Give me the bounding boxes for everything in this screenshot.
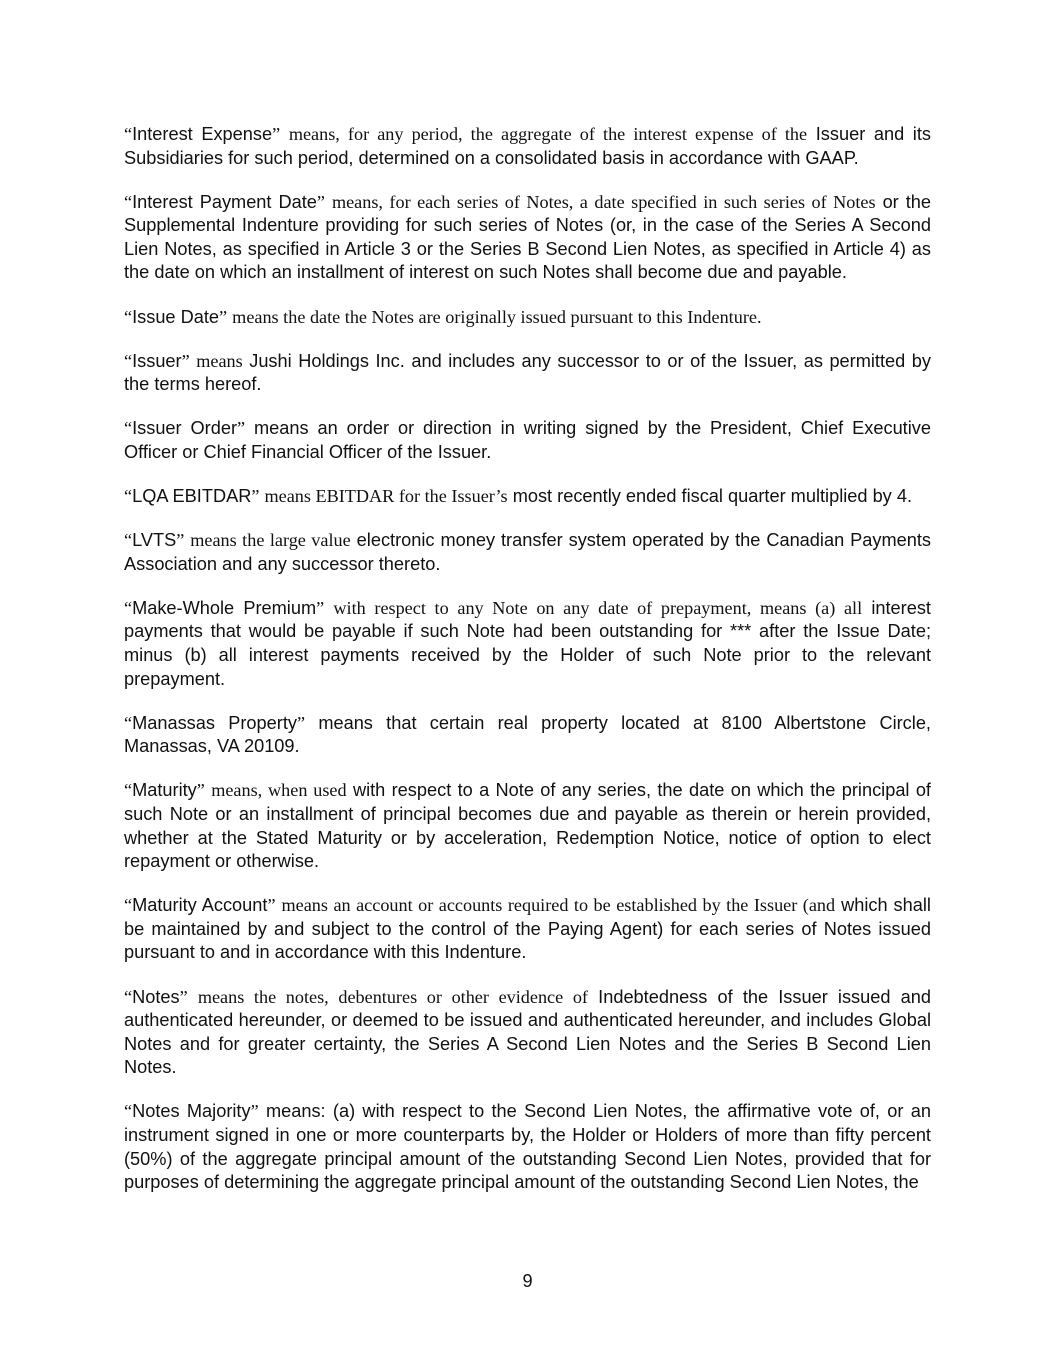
definition-text: with respect to a Note of any series, the date on which the principal of such Note or an installment of principal becomes due and payable as therein or herein provided, whether at the Stated Maturity or by acceleration, Redemption Notice, notice of option to elect repayment or otherwise. (124, 780, 931, 872)
defined-term: Interest Expense (132, 124, 273, 144)
open-quote: “ (124, 986, 133, 1007)
definition-text: Issuer and its Subsidiaries for such period, determined on a consolidated basis in accordance with GAAP. (124, 124, 931, 168)
close-quote: ” (219, 306, 228, 327)
definition-text: electronic money transfer system operated by the Canadian Payments Association and any successor thereto. (124, 530, 932, 574)
open-quote: “ (124, 191, 133, 212)
open-quote: “ (124, 418, 133, 439)
open-quote: “ (124, 486, 133, 507)
close-quote: ” (250, 1101, 259, 1122)
definition-text: means an order or direction in writing signed by the President, Chief Executive Officer or Chief Financial Officer of the Issuer. (124, 418, 931, 462)
definition-text: which shall be maintained by and subject to the control of the Paying Agent) for each series of Notes issued pursuant to and in accordance with this Indenture. (124, 895, 931, 963)
defined-term: Issuer (132, 350, 182, 371)
definition-maturity (124, 779, 931, 873)
definition-notes-majority (124, 1100, 931, 1194)
defined-term: Maturity (132, 780, 197, 801)
defined-term: LVTS (132, 530, 177, 551)
defined-term: Manassas Property (132, 712, 297, 733)
definition-lead: means, for any period, the aggregate of the interest expense of the (288, 124, 808, 144)
close-quote: ” (316, 597, 325, 618)
close-quote: ” (176, 530, 185, 551)
definition-lead: means the date the Notes are originally issued pursuant to this Indenture. (232, 306, 762, 327)
close-quote: ” (237, 418, 246, 439)
definition-lvts (124, 529, 931, 576)
definition-issue-date (124, 306, 931, 330)
defined-term: Interest Payment Date (132, 191, 317, 212)
definition-text: Jushi Holdings Inc. and includes any successor to or of the Issuer, as permitted by the terms hereof. (124, 350, 931, 395)
definition-lead: means, for each series of Notes, a date specified in such series of Notes (331, 191, 876, 212)
definition-manassas-property (124, 712, 931, 759)
defined-term: LQA EBITDAR (132, 486, 252, 507)
definition-lead: means (196, 350, 243, 371)
open-quote: “ (124, 712, 133, 733)
close-quote: ” (272, 124, 281, 144)
definition-issuer (124, 350, 931, 397)
definition-lead: means, when used (211, 780, 347, 801)
definition-lead: means the large value (190, 530, 351, 551)
defined-term: Make-Whole Premium (132, 597, 317, 618)
open-quote: “ (124, 350, 133, 371)
defined-term: Issuer Order (132, 418, 237, 439)
definition-text: means that certain real property located at 8100 Albertstone Circle, Manassas, VA 20109. (124, 712, 931, 757)
definition-interest-payment-date (124, 191, 931, 285)
defined-term: Issue Date (132, 306, 220, 327)
defined-term: Maturity Account (132, 895, 268, 916)
open-quote: “ (124, 895, 133, 916)
defined-term: Notes Majority (132, 1101, 251, 1122)
definition-lqa-ebitdar (124, 485, 931, 509)
open-quote: “ (124, 530, 133, 551)
close-quote: ” (181, 350, 190, 371)
close-quote: ” (296, 712, 306, 733)
close-quote: ” (267, 895, 276, 916)
definition-issuer-order (124, 417, 931, 464)
definition-interest-expense (124, 123, 931, 170)
definition-text: interest payments that would be payable if such Note had been outstanding for *** after the Issue Date; minus (b) all interest payments received by the Holder of such Note prior to the relevant prepayment. (124, 597, 931, 689)
definition-text: or the Supplemental Indenture providing for such series of Notes (or, in the case of the Series A Second Lien Notes, as specified in Article 3 or the Series B Second Lien Notes, as specified in Article 4) as the date on which an installment of interest on such Notes shall become due and payable. (124, 191, 931, 283)
definition-notes (124, 986, 931, 1080)
definition-text: Indebtedness of the Issuer issued and authenticated hereunder, or deemed to be issued and authenticated hereunder, and includes Global Notes and for greater certainty, the Series A Second Lien Notes and the Series B Second Lien Notes. (124, 986, 931, 1078)
page-number: 9 (522, 1271, 533, 1291)
close-quote: ” (179, 986, 188, 1007)
definition-lead: with respect to any Note on any date of prepayment, means (a) all (333, 597, 863, 618)
open-quote: “ (124, 597, 133, 618)
open-quote: “ (124, 1101, 133, 1122)
definition-text: most recently ended fiscal quarter multiplied by 4. (512, 486, 912, 507)
definition-maturity-account (124, 894, 931, 965)
definition-make-whole-premium (124, 597, 931, 691)
open-quote: “ (124, 124, 133, 144)
definition-text: means: (a) with respect to the Second Lien Notes, the affirmative vote of, or an instrument signed in one or more counterparts by, the Holder or Holders of more than fifty percent (50%) of the aggregate principal amount of the outstanding Second Lien Notes, provided that for purposes of determining the aggregate principal amount of the outstanding Second Lien Notes, the (124, 1101, 931, 1193)
close-quote: ” (251, 486, 260, 507)
defined-term: Notes (132, 986, 180, 1007)
close-quote: ” (316, 191, 325, 212)
definition-lead: means an account or accounts required to be established by the Issuer (and (281, 895, 836, 916)
definitions-section (124, 123, 931, 1215)
definition-lead: means the notes, debentures or other evidence of (197, 986, 588, 1007)
close-quote: ” (196, 780, 205, 801)
open-quote: “ (124, 780, 133, 801)
open-quote: “ (124, 306, 133, 327)
definition-lead: means EBITDAR for the Issuer’s (264, 486, 508, 507)
